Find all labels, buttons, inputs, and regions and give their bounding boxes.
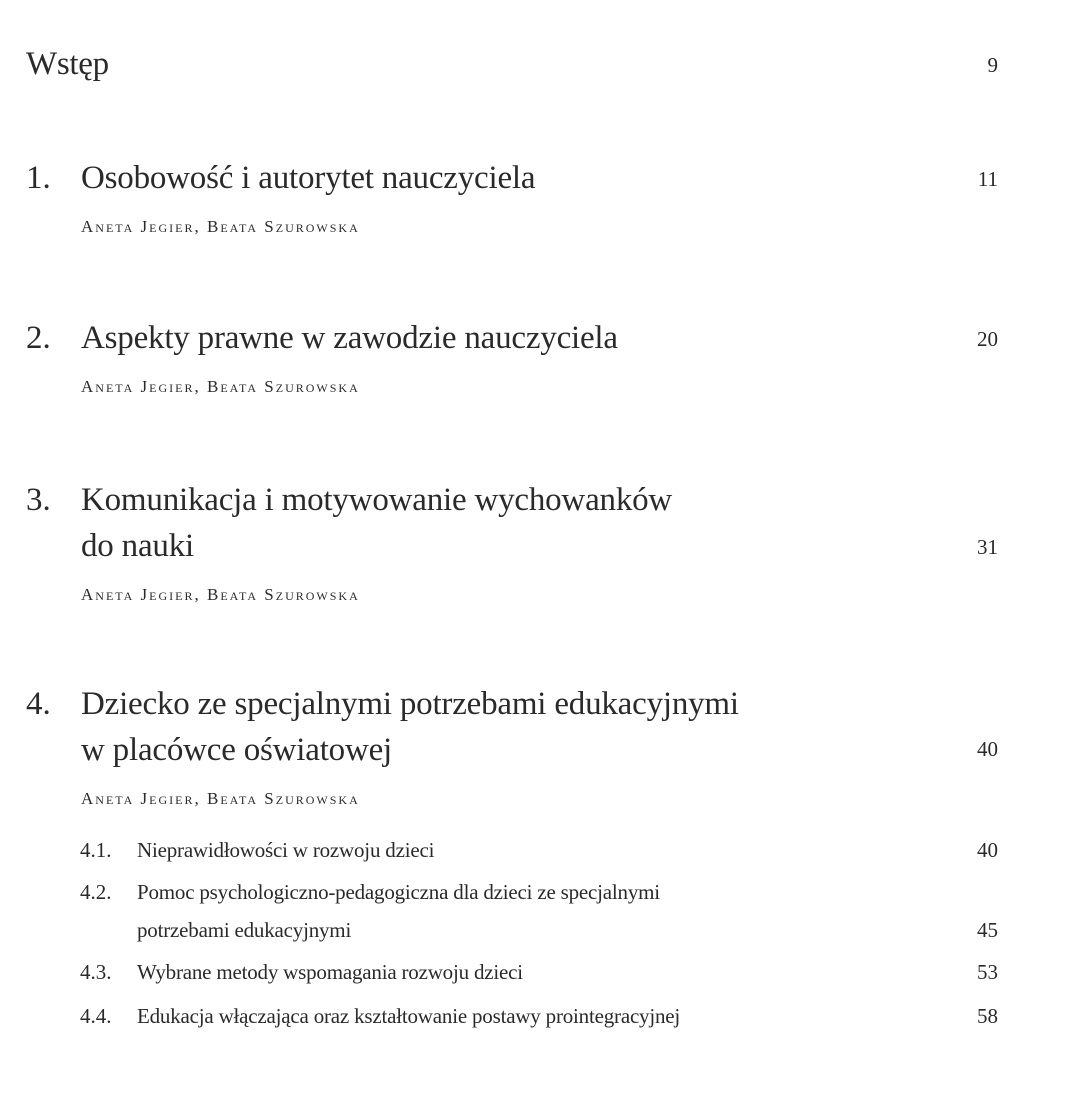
- chapter-page-number: 40: [977, 737, 998, 761]
- toc-entry-chapter-2[interactable]: [26, 316, 1006, 406]
- section-page-number: 53: [977, 960, 998, 984]
- section-title-line-2: potrzebami edukacyjnymi: [137, 918, 352, 942]
- toc-entry-section-4-3[interactable]: [80, 954, 1006, 990]
- chapter-title-line-1: Dziecko ze specjalnymi potrzebami edukacyjnymi: [81, 686, 739, 722]
- section-title: Nieprawidłowości w rozwoju dzieci: [137, 838, 435, 862]
- section-page-number: 58: [977, 1004, 998, 1028]
- section-page-number: 40: [977, 838, 998, 862]
- toc-entry-chapter-4[interactable]: [26, 682, 1006, 812]
- intro-page-number: 9: [987, 53, 998, 77]
- toc-entry-section-4-2[interactable]: [80, 874, 1006, 948]
- chapter-authors: Aneta Jegier, Beata Szurowska: [81, 217, 360, 236]
- toc-entry-intro[interactable]: [26, 42, 1006, 90]
- chapter-number: 3.: [26, 482, 51, 518]
- chapter-page-number: 31: [977, 535, 998, 559]
- chapter-title-line-1: Komunikacja i motywowanie wychowanków: [81, 482, 673, 518]
- section-number: 4.2.: [80, 880, 112, 904]
- chapter-authors: Aneta Jegier, Beata Szurowska: [81, 585, 360, 604]
- section-page-number: 45: [977, 918, 998, 942]
- chapter-page-number: 20: [977, 327, 998, 351]
- toc-entry-chapter-1[interactable]: [26, 156, 1006, 246]
- section-number: 4.1.: [80, 838, 112, 862]
- chapter-title-line-2: do nauki: [81, 528, 194, 564]
- chapter-number: 2.: [26, 320, 51, 356]
- chapter-number: 1.: [26, 160, 51, 196]
- section-title: Edukacja włączająca oraz kształtowanie postawy prointegracyjnej: [137, 1004, 681, 1028]
- chapter-title: Osobowość i autorytet nauczyciela: [81, 160, 536, 196]
- section-title-line-1: Pomoc psychologiczno-pedagogiczna dla dzieci ze specjalnymi: [137, 880, 660, 904]
- chapter-title-line-2: w placówce oświatowej: [81, 732, 393, 768]
- intro-title: Wstęp: [26, 46, 109, 82]
- chapter-number: 4.: [26, 686, 51, 722]
- toc-entry-section-4-1[interactable]: [80, 832, 1006, 868]
- toc-entry-section-4-4[interactable]: [80, 998, 1006, 1034]
- chapter-authors: Aneta Jegier, Beata Szurowska: [81, 377, 360, 396]
- section-title: Wybrane metody wspomagania rozwoju dzieci: [137, 960, 523, 984]
- section-number: 4.4.: [80, 1004, 112, 1028]
- toc-entry-chapter-3[interactable]: [26, 478, 1006, 608]
- chapter-title: Aspekty prawne w zawodzie nauczyciela: [81, 320, 618, 356]
- section-number: 4.3.: [80, 960, 112, 984]
- chapter-page-number: 11: [977, 167, 998, 191]
- chapter-authors: Aneta Jegier, Beata Szurowska: [81, 789, 360, 808]
